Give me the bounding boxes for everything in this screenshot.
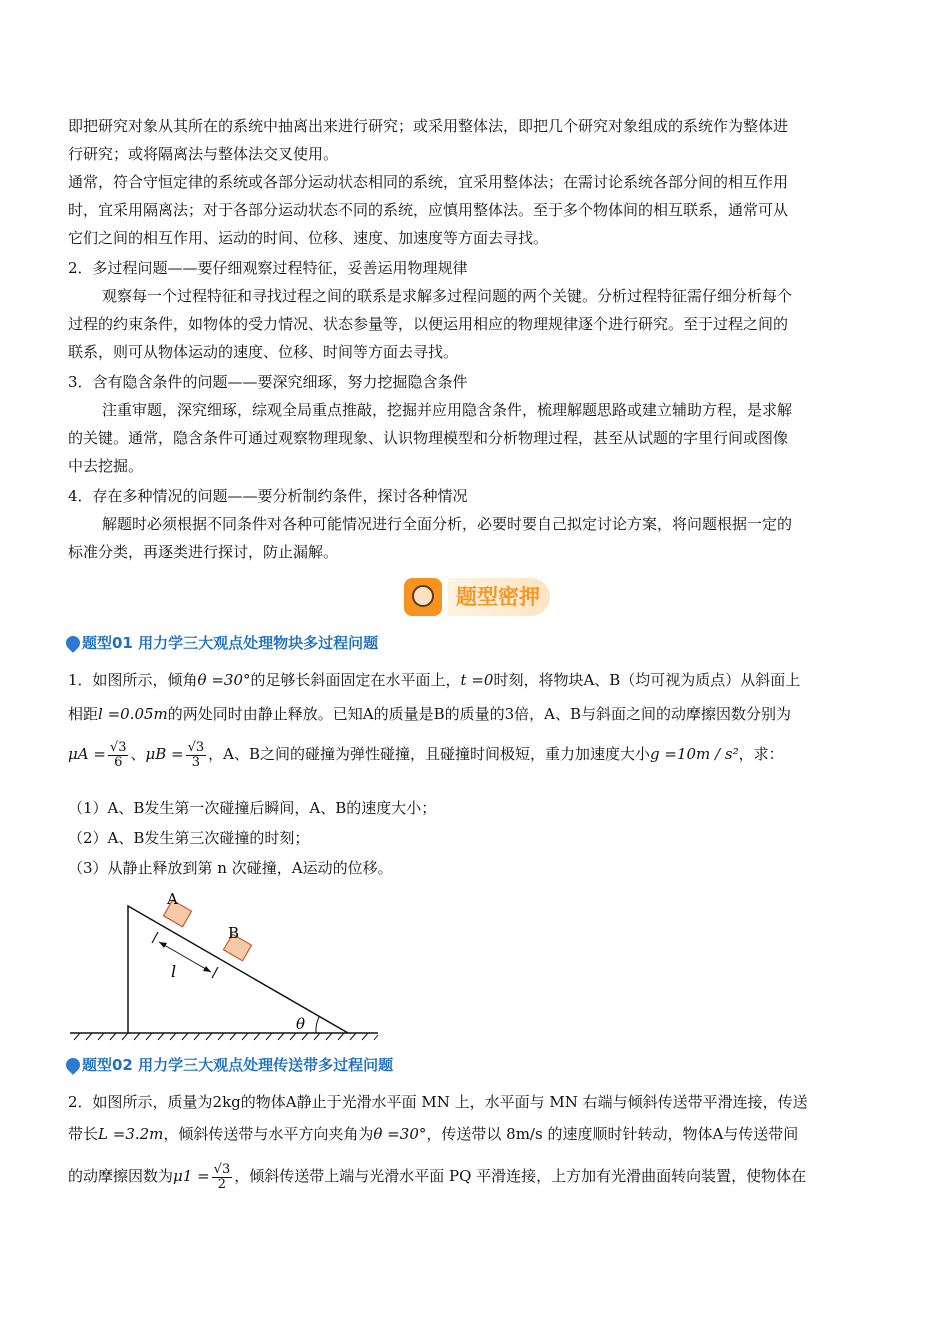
- tick-a: [152, 932, 158, 943]
- numbered-point-2: 2．多过程问题——要仔细观察过程特征，妥善运用物理规律: [68, 259, 468, 277]
- numbered-point-3: 3．含有隐含条件的问题——要深究细琢，努力挖掘隐含条件: [68, 373, 468, 391]
- pin-icon: [63, 633, 83, 653]
- pin-icon: [63, 1055, 83, 1075]
- sub-question-1: （1）A、B发生第一次碰撞后瞬间，A、B的速度大小；: [68, 799, 437, 817]
- paragraph-line: 观察每一个过程特征和寻找过程之间的联系是求解多过程问题的两个关键。分析过程特征需仔细分析每个: [102, 287, 793, 305]
- section-banner: [404, 576, 550, 618]
- label-l: l: [171, 962, 177, 981]
- question-2-line-2: 带长L =3.2m，倾斜传送带与水平方向夹角为θ =30°，传送带以 8m/s 的速度顺时针转动，物体A与传送带间: [68, 1125, 799, 1143]
- teacher-icon: [404, 578, 442, 616]
- label-a: A: [167, 890, 178, 908]
- arrow-head-a: [159, 942, 167, 948]
- paragraph-line: 标准分类，再逐类进行探讨，防止漏解。: [68, 543, 339, 561]
- fraction-a: $\frac{√3}{6}$: [109, 739, 127, 770]
- angle-arc: [316, 1017, 319, 1033]
- tick-b: [212, 967, 218, 978]
- incline-figure: [66, 886, 382, 1042]
- fraction-b: $\frac{√3}{3}$: [187, 739, 205, 770]
- fraction-mu: $\frac{√3}{2}$: [213, 1161, 231, 1192]
- distance-arrow: [159, 942, 211, 972]
- paragraph-line: 行研究；或将隔离法与整体法交叉使用。: [68, 145, 339, 163]
- paragraph-line: 时，宜采用隔离法；对于各部分运动状态不同的系统，应慎用整体法。至于多个物体间的相互联系，通常可从: [68, 201, 789, 219]
- sub-question-3: （3）从静止释放到第 n 次碰撞，A运动的位移。: [68, 859, 393, 877]
- paragraph-line: 即把研究对象从其所在的系统中抽离出来进行研究；或采用整体法，即把几个研究对象组成的系统作为整体进: [68, 117, 789, 135]
- paragraph-line: 联系，则可从物体运动的速度、位移、时间等方面去寻找。: [68, 343, 459, 361]
- paragraph-line: 过程的约束条件，如物体的受力情况、状态参量等，以便运用相应的物理规律逐个进行研究。至于过程之间的: [68, 315, 789, 333]
- sub-question-2: （2）A、B发生第三次碰撞的时刻；: [68, 829, 310, 847]
- banner-title: 题型密押: [448, 578, 550, 616]
- question-1-line-1: 1．如图所示，倾角θ =30°的足够长斜面固定在水平面上，t =0时刻，将物块A、B（均可视为质点）从斜面上: [68, 671, 801, 689]
- paragraph-line: 解题时必须根据不同条件对各种可能情况进行全面分析，必要时要自己拟定讨论方案，将问题根据一定的: [102, 515, 793, 533]
- type01-heading: 题型01 用力学三大观点处理物块多过程问题: [66, 632, 378, 654]
- paragraph-line: 通常，符合守恒定律的系统或各部分运动状态相同的系统，宜采用整体法；在需讨论系统各部分间的相互作用: [68, 173, 789, 191]
- ground-hatching: [74, 1033, 378, 1040]
- paragraph-line: 中去挖掘。: [68, 457, 144, 475]
- question-2-line-3: 的动摩擦因数为μ1 = $\frac{√3}{2}$ ，倾斜传送带上端与光滑水平面 PQ 平滑连接，上方加有光滑曲面转向装置，使物体在: [68, 1161, 807, 1192]
- label-b: B: [228, 924, 240, 942]
- label-theta: θ: [296, 1015, 306, 1033]
- paragraph-line: 注重审题，深究细琢，综观全局重点推敲，挖掘并应用隐含条件，梳理解题思路或建立辅助方程，是求解: [102, 401, 793, 419]
- type02-heading: 题型02 用力学三大观点处理传送带多过程问题: [66, 1054, 393, 1076]
- question-1-line-2: 相距l =0.05m的两处同时由静止释放。已知A的质量是B的质量的3倍，A、B与斜面之间的动摩擦因数分别为: [68, 705, 792, 723]
- arrow-head-b: [203, 966, 211, 972]
- question-1-line-3: μA = $\frac{√3}{6}$ 、μB = $\frac{√3}{3}$ ，A、B之间的碰撞为弹性碰撞，且碰撞时间极短，重力加速度大小g =10m / s²，求：: [68, 739, 784, 770]
- paragraph-line: 它们之间的相互作用、运动的时间、位移、速度、加速度等方面去寻找。: [68, 229, 549, 247]
- numbered-point-4: 4．存在多种情况的问题——要分析制约条件，探讨各种情况: [68, 487, 468, 505]
- question-2-line-1: 2．如图所示，质量为2kg的物体A静止于光滑水平面 MN 上，水平面与 MN 右端与倾斜传送带平滑连接，传送: [68, 1093, 808, 1111]
- paragraph-line: 的关键。通常，隐含条件可通过观察物理现象、认识物理模型和分析物理过程，甚至从试题的字里行间或图像: [68, 429, 789, 447]
